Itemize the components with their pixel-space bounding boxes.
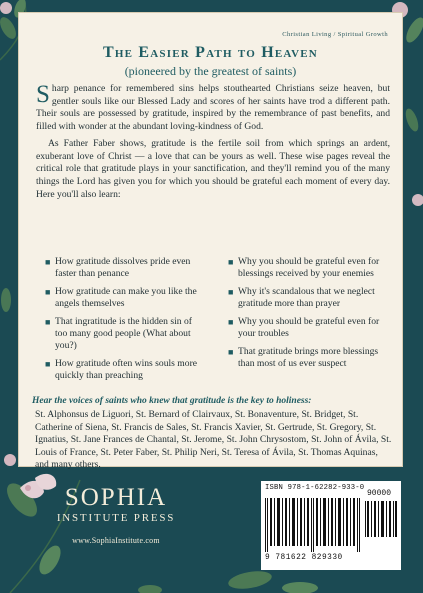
list-item-text: How gratitude can make you like the angels themselves: [55, 286, 197, 309]
list-item-text: Why you should be grateful even for blessings received by your enemies: [238, 256, 380, 279]
ean-barcode-bars: [265, 498, 361, 552]
book-headline: The Easier Path to Heaven: [103, 44, 318, 61]
back-cover-panel: [18, 12, 403, 470]
list-item: [228, 346, 388, 370]
publisher-name: SOPHIA: [64, 484, 168, 511]
description-paragraph-2: As Father Faber shows, gratitude is the fertile soil from which springs an ardent, exuberant love of Christ — a love that can be yours as well. These wise pages reveal the critical role that gratitude plays in your sanctification, and they'll remind you of the many things the Lord has given you for which you should be grateful each moment of every day. Here you'll also learn:: [36, 137, 390, 200]
bullet-icon: ■: [45, 359, 51, 369]
list-item: [228, 286, 388, 310]
bullet-icon: ■: [228, 317, 234, 327]
bullet-column-right: [228, 256, 388, 376]
list-item-text: That ingratitude is the hidden sin of too many good people (What about you?): [55, 316, 192, 351]
bullet-icon: ■: [228, 347, 234, 357]
description-paragraph-1: [36, 83, 390, 134]
bullet-icon: ■: [228, 287, 234, 297]
category-label: Christian Living / Spiritual Growth: [282, 31, 388, 38]
list-item: [45, 358, 205, 382]
paragraph-1-text: harp penance for remembered sins helps stouthearted Christians seize heaven, but gentler souls like our Blessed Lady and scores of her saints have trod a different path. Their souls are possessed by gratitude, inspired by the remembrance of past benefits, and filled with wonder at the abundant loving-kindness of God.: [36, 83, 390, 133]
bullet-icon: ■: [228, 257, 234, 267]
description: [36, 83, 390, 205]
list-item-text: How gratitude dissolves pride even faster than penance: [55, 256, 191, 279]
list-item: [45, 286, 205, 310]
bullet-icon: ■: [45, 317, 51, 327]
list-item: [228, 256, 388, 280]
publisher-url: www.SophiaInstitute.com: [72, 536, 160, 545]
isbn-label: ISBN 978-1-62282-933-0: [265, 484, 365, 492]
list-item: [45, 256, 205, 280]
publisher-subtitle: INSTITUTE PRESS: [56, 512, 176, 524]
list-item: [228, 316, 388, 340]
saints-heading: Hear the voices of saints who knew that gratitude is the key to holiness:: [32, 396, 312, 406]
list-item-text: Why it's scandalous that we neglect gratitude more than prayer: [238, 286, 375, 309]
price-code: 90000: [367, 489, 392, 498]
saints-list: St. Alphonsus de Liguori, St. Bernard of Clairvaux, St. Bonaventure, St. Bridget, St. Catherine of Siena, St. Francis de Sales, St. Francis Xavier, St. Gertrude, St. Gregory, St. Ignatius, St. Jane Frances de Chantal, St. Jerome, St. John Chrysostom, St. John of Ávila, St. Louis of France, St. Peter Faber, St. Philip Neri, St. Teresa of Ávila, St. Thomas Aquinas, and many others.: [35, 409, 392, 470]
bullet-icon: ■: [45, 287, 51, 297]
bullet-column-left: [45, 256, 205, 388]
price-barcode-bars: [365, 501, 397, 537]
drop-cap: S: [36, 81, 50, 108]
list-item-text: How gratitude often wins souls more quickly than preaching: [55, 358, 198, 381]
ean-number: 9 781622 829330: [265, 554, 343, 562]
book-subheadline: (pioneered by the greatest of saints): [124, 64, 297, 78]
list-item: [45, 316, 205, 352]
barcode: [261, 481, 401, 570]
list-item-text: That gratitude brings more blessings than most of us ever suspect: [238, 346, 379, 369]
bullet-icon: ■: [45, 257, 51, 267]
list-item-text: Why you should be grateful even for your troubles: [238, 316, 380, 339]
publisher-block: [0, 485, 232, 545]
